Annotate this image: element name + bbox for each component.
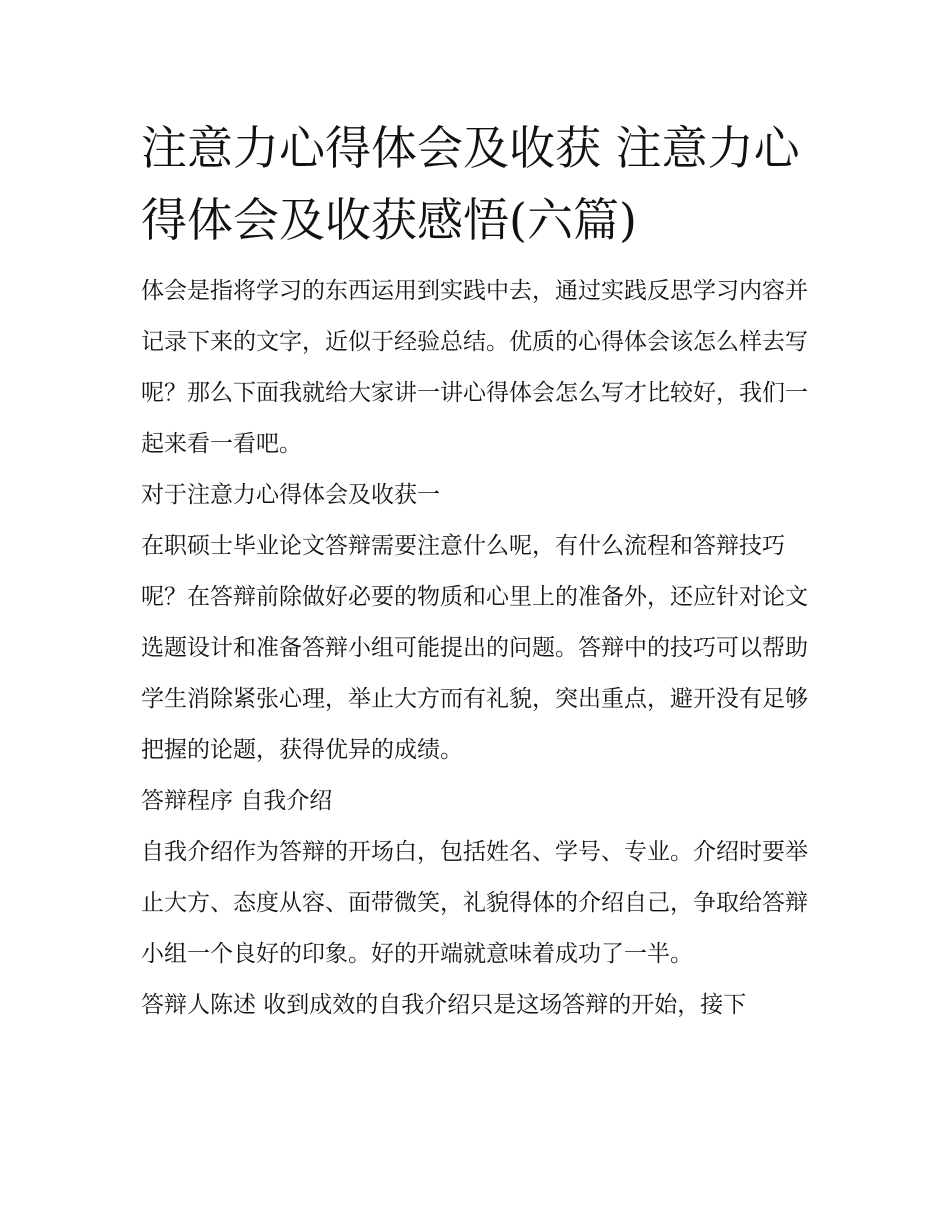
body-paragraph: 在职硕士毕业论文答辩需要注意什么呢，有什么流程和答辩技巧呢？在答辩前除做好必要的物质和心里上的准备外，还应针对论文选题设计和准备答辩小组可能提出的问题。答辩中的技巧可以帮助学生消除紧张心理，举止大方而有礼貌，突出重点，避开没有足够把握的论题，获得优异的成绩。 <box>141 533 808 763</box>
document-content <box>141 112 817 1031</box>
intro-paragraph: 体会是指将学习的东西运用到实践中去，通过实践反思学习内容并记录下来的文字，近似于经验总结。优质的心得体会该怎么样去写呢？那么下面我就给大家讲一讲心得体会怎么写才比较好，我们一起来看一看吧。 <box>141 278 808 457</box>
subheading: 答辩程序 自我介绍 <box>141 788 333 814</box>
document-title: 注意力心得体会及收获 注意力心得体会及收获感悟(六篇) <box>141 121 800 247</box>
body-paragraph: 答辩人陈述 收到成效的自我介绍只是这场答辩的开始，接下 <box>141 992 747 1018</box>
body-paragraph: 自我介绍作为答辩的开场白，包括姓名、学号、专业。介绍时要举止大方、态度从容、面带微笑，礼貌得体的介绍自己，争取给答辩小组一个良好的印象。好的开端就意味着成功了一半。 <box>141 839 808 967</box>
section-heading: 对于注意力心得体会及收获一 <box>141 482 440 508</box>
